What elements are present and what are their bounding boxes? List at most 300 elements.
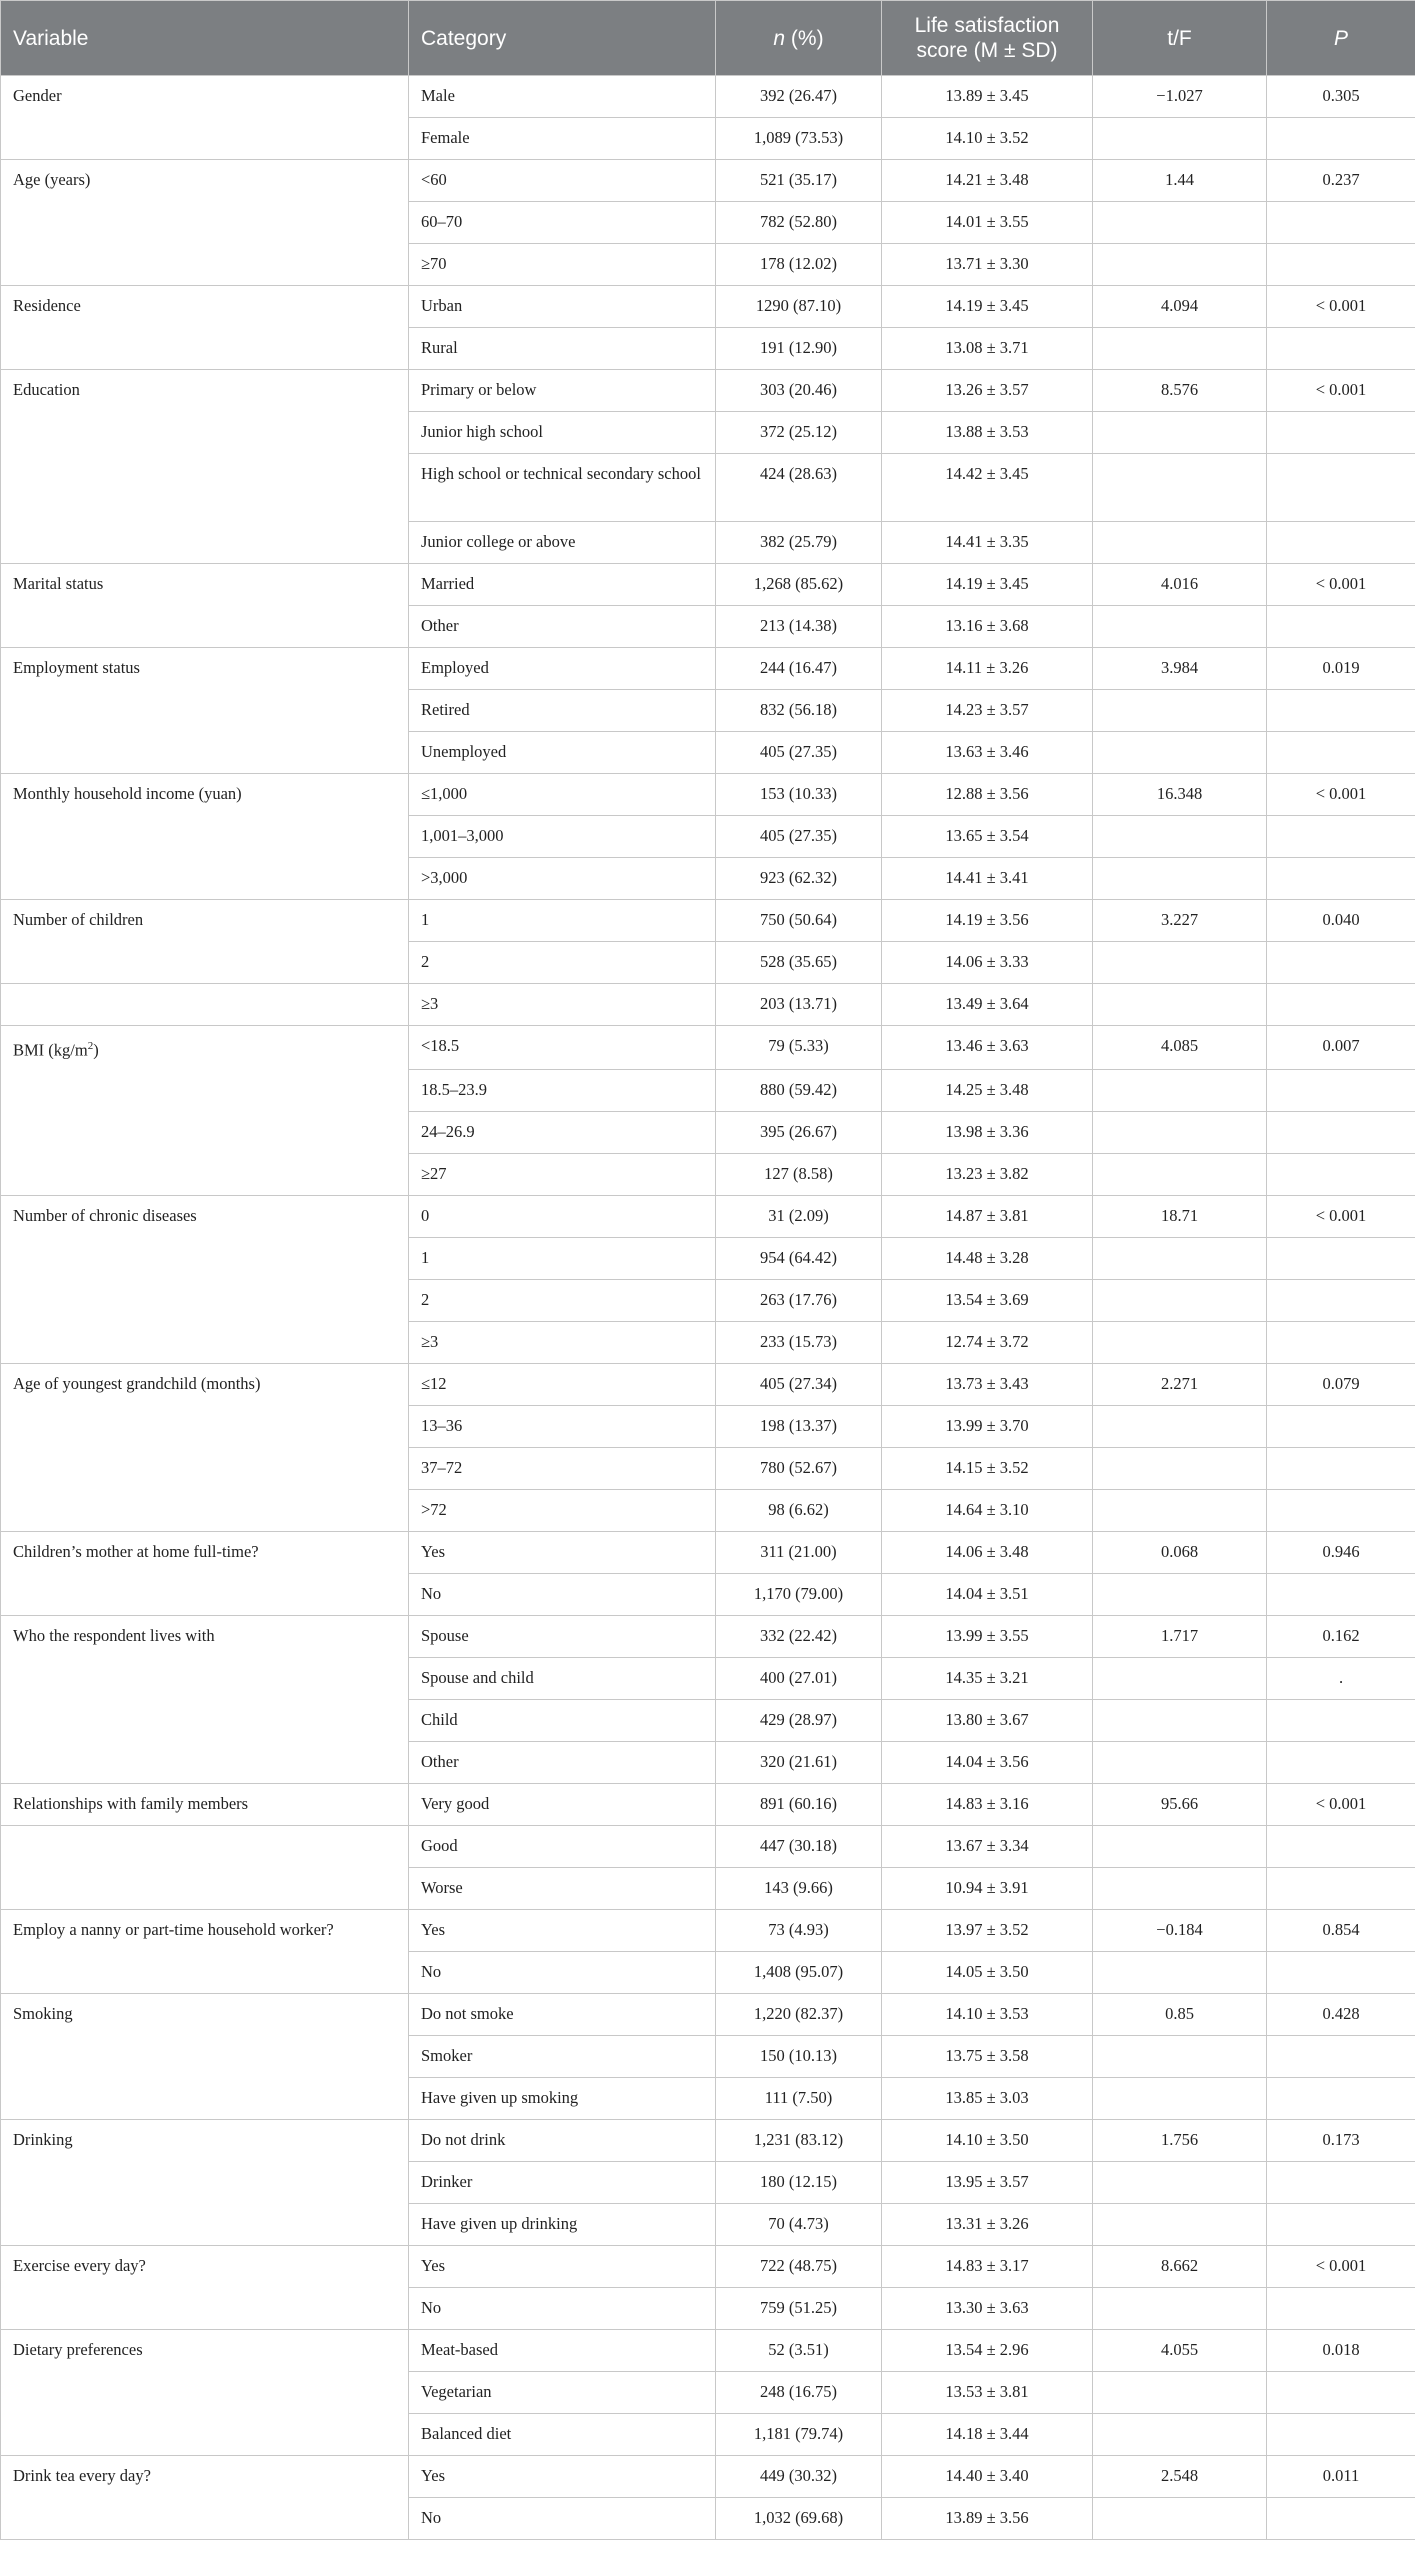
cell-variable — [1, 942, 409, 984]
variable-label: Relationships with family members — [13, 1793, 249, 1813]
cell-category: 0 — [409, 1195, 716, 1237]
table-row — [1, 774, 1415, 816]
cell-category: 24–26.9 — [409, 1111, 716, 1153]
cell-p-value — [1267, 2077, 1415, 2119]
table-row — [1, 1153, 1415, 1195]
table-row — [1, 328, 1415, 370]
variable-label: Drink tea every day? — [13, 2465, 151, 2485]
cell-t-f — [1093, 1699, 1267, 1741]
cell-score: 13.97 ± 3.52 — [882, 1909, 1093, 1951]
cell-n-percent: 405 (27.34) — [716, 1363, 882, 1405]
cell-score: 14.06 ± 3.33 — [882, 942, 1093, 984]
cell-p-value — [1267, 412, 1415, 454]
cell-n-percent: 233 (15.73) — [716, 1321, 882, 1363]
cell-p-value — [1267, 2371, 1415, 2413]
cell-variable — [1, 2161, 409, 2203]
table-row — [1, 2413, 1415, 2455]
variable-label: Children’s mother at home full-time? — [13, 1541, 259, 1561]
cell-p-value: 0.079 — [1267, 1363, 1415, 1405]
cell-n-percent: 405 (27.35) — [716, 816, 882, 858]
variable-label: Age of youngest grandchild (months) — [13, 1373, 261, 1393]
cell-variable — [1, 774, 409, 816]
cell-score: 14.23 ± 3.57 — [882, 690, 1093, 732]
table-row — [1, 1069, 1415, 1111]
variable-label: Smoking — [13, 2003, 73, 2023]
cell-variable — [1, 286, 409, 328]
cell-p-value — [1267, 1951, 1415, 1993]
header-n-percent — [716, 1, 882, 76]
cell-variable — [1, 160, 409, 202]
cell-category: No — [409, 2497, 716, 2539]
cell-score: 13.73 ± 3.43 — [882, 1363, 1093, 1405]
cell-variable — [1, 1447, 409, 1489]
table-row — [1, 2245, 1415, 2287]
table-row — [1, 160, 1415, 202]
cell-t-f — [1093, 1279, 1267, 1321]
cell-n-percent: 891 (60.16) — [716, 1783, 882, 1825]
table-row — [1, 1951, 1415, 1993]
table-row — [1, 1531, 1415, 1573]
table-row — [1, 1026, 1415, 1070]
cell-score: 14.83 ± 3.17 — [882, 2245, 1093, 2287]
cell-t-f — [1093, 2371, 1267, 2413]
cell-score: 13.88 ± 3.53 — [882, 412, 1093, 454]
cell-n-percent: 780 (52.67) — [716, 1447, 882, 1489]
cell-category: Male — [409, 76, 716, 118]
header-score-line1: Life satisfaction — [914, 14, 1060, 37]
cell-t-f: 8.576 — [1093, 370, 1267, 412]
cell-variable — [1, 1111, 409, 1153]
cell-variable — [1, 1573, 409, 1615]
table-row — [1, 1867, 1415, 1909]
cell-p-value — [1267, 1237, 1415, 1279]
cell-category: Employed — [409, 648, 716, 690]
cell-t-f: 0.85 — [1093, 1993, 1267, 2035]
variable-label: Education — [13, 380, 80, 399]
cell-variable — [1, 118, 409, 160]
cell-variable — [1, 2413, 409, 2455]
cell-n-percent: 127 (8.58) — [716, 1153, 882, 1195]
cell-category: Female — [409, 118, 716, 160]
cell-t-f: 1.44 — [1093, 160, 1267, 202]
cell-score: 13.30 ± 3.63 — [882, 2287, 1093, 2329]
cell-p-value: < 0.001 — [1267, 286, 1415, 328]
table-row — [1, 1699, 1415, 1741]
cell-category: Child — [409, 1699, 716, 1741]
table-row — [1, 286, 1415, 328]
cell-variable — [1, 2245, 409, 2287]
table-row — [1, 2371, 1415, 2413]
cell-t-f — [1093, 1951, 1267, 1993]
cell-p-value — [1267, 1069, 1415, 1111]
cell-p-value: 0.428 — [1267, 1993, 1415, 2035]
table-row — [1, 202, 1415, 244]
cell-n-percent: 332 (22.42) — [716, 1615, 882, 1657]
cell-t-f — [1093, 816, 1267, 858]
cell-variable — [1, 2455, 409, 2497]
table-row — [1, 1405, 1415, 1447]
cell-score: 13.80 ± 3.67 — [882, 1699, 1093, 1741]
cell-t-f — [1093, 1447, 1267, 1489]
cell-p-value: 0.305 — [1267, 76, 1415, 118]
cell-n-percent: 1,220 (82.37) — [716, 1993, 882, 2035]
cell-t-f — [1093, 2035, 1267, 2077]
table-row — [1, 2497, 1415, 2539]
cell-n-percent: 447 (30.18) — [716, 1825, 882, 1867]
variable-superscript: 2 — [87, 1040, 94, 1052]
cell-n-percent: 395 (26.67) — [716, 1111, 882, 1153]
cell-category: 2 — [409, 942, 716, 984]
cell-p-value: 0.007 — [1267, 1026, 1415, 1070]
table-row — [1, 1489, 1415, 1531]
cell-variable — [1, 816, 409, 858]
cell-category: 13–36 — [409, 1405, 716, 1447]
cell-category: 1 — [409, 1237, 716, 1279]
table-row — [1, 2203, 1415, 2245]
cell-t-f: 1.717 — [1093, 1615, 1267, 1657]
cell-score: 14.48 ± 3.28 — [882, 1237, 1093, 1279]
cell-category: Worse — [409, 1867, 716, 1909]
cell-t-f — [1093, 1069, 1267, 1111]
cell-category: ≤1,000 — [409, 774, 716, 816]
cell-p-value — [1267, 454, 1415, 522]
cell-score: 14.06 ± 3.48 — [882, 1531, 1093, 1573]
cell-n-percent: 191 (12.90) — [716, 328, 882, 370]
cell-p-value: 0.018 — [1267, 2329, 1415, 2371]
cell-variable — [1, 1489, 409, 1531]
cell-variable — [1, 1153, 409, 1195]
cell-category: ≥27 — [409, 1153, 716, 1195]
cell-score: 13.71 ± 3.30 — [882, 244, 1093, 286]
cell-p-value: 0.040 — [1267, 900, 1415, 942]
cell-t-f: 0.068 — [1093, 1531, 1267, 1573]
cell-variable — [1, 76, 409, 118]
table-row — [1, 2329, 1415, 2371]
cell-t-f — [1093, 2077, 1267, 2119]
cell-t-f: 16.348 — [1093, 774, 1267, 816]
cell-score: 13.49 ± 3.64 — [882, 984, 1093, 1026]
cell-category: Married — [409, 564, 716, 606]
cell-score: 13.99 ± 3.55 — [882, 1615, 1093, 1657]
cell-n-percent: 150 (10.13) — [716, 2035, 882, 2077]
cell-n-percent: 521 (35.17) — [716, 160, 882, 202]
cell-n-percent: 1,408 (95.07) — [716, 1951, 882, 1993]
header-t-f: t/F — [1093, 1, 1267, 76]
cell-category: ≤12 — [409, 1363, 716, 1405]
cell-p-value — [1267, 1489, 1415, 1531]
cell-variable — [1, 202, 409, 244]
header-life-satisfaction-score — [882, 1, 1093, 76]
cell-category: High school or technical secondary school — [409, 454, 716, 522]
cell-t-f — [1093, 1489, 1267, 1531]
cell-n-percent: 750 (50.64) — [716, 900, 882, 942]
cell-n-percent: 180 (12.15) — [716, 2161, 882, 2203]
cell-score: 14.64 ± 3.10 — [882, 1489, 1093, 1531]
cell-t-f — [1093, 1657, 1267, 1699]
variable-label: Residence — [13, 296, 81, 315]
cell-p-value — [1267, 522, 1415, 564]
cell-t-f — [1093, 1111, 1267, 1153]
cell-t-f — [1093, 2161, 1267, 2203]
cell-score: 14.10 ± 3.53 — [882, 1993, 1093, 2035]
cell-p-value — [1267, 1825, 1415, 1867]
cell-n-percent: 528 (35.65) — [716, 942, 882, 984]
table-row — [1, 2035, 1415, 2077]
cell-category: Have given up smoking — [409, 2077, 716, 2119]
cell-score: 14.21 ± 3.48 — [882, 160, 1093, 202]
cell-variable — [1, 732, 409, 774]
cell-variable — [1, 2287, 409, 2329]
cell-n-percent: 923 (62.32) — [716, 858, 882, 900]
table-row — [1, 732, 1415, 774]
cell-t-f — [1093, 1237, 1267, 1279]
cell-p-value — [1267, 1447, 1415, 1489]
cell-score: 14.25 ± 3.48 — [882, 1069, 1093, 1111]
cell-score: 14.10 ± 3.50 — [882, 2119, 1093, 2161]
header-score-line2: score (M ± SD) — [916, 39, 1058, 62]
cell-p-value — [1267, 118, 1415, 160]
cell-score: 13.99 ± 3.70 — [882, 1405, 1093, 1447]
table-row — [1, 2287, 1415, 2329]
cell-category: Retired — [409, 690, 716, 732]
header-category: Category — [409, 1, 716, 76]
cell-score: 14.04 ± 3.51 — [882, 1573, 1093, 1615]
cell-p-value — [1267, 328, 1415, 370]
cell-score: 13.23 ± 3.82 — [882, 1153, 1093, 1195]
cell-p-value: < 0.001 — [1267, 1195, 1415, 1237]
cell-category: ≥3 — [409, 984, 716, 1026]
cell-category: 1 — [409, 900, 716, 942]
cell-category: Very good — [409, 1783, 716, 1825]
cell-n-percent: 311 (21.00) — [716, 1531, 882, 1573]
cell-t-f: −1.027 — [1093, 76, 1267, 118]
cell-t-f — [1093, 118, 1267, 160]
table-row — [1, 984, 1415, 1026]
cell-score: 14.41 ± 3.35 — [882, 522, 1093, 564]
cell-score: 13.98 ± 3.36 — [882, 1111, 1093, 1153]
cell-variable — [1, 690, 409, 732]
cell-n-percent: 1,231 (83.12) — [716, 2119, 882, 2161]
cell-variable — [1, 1069, 409, 1111]
cell-p-value — [1267, 2161, 1415, 2203]
cell-score: 14.35 ± 3.21 — [882, 1657, 1093, 1699]
cell-p-value: < 0.001 — [1267, 774, 1415, 816]
cell-category: Meat-based — [409, 2329, 716, 2371]
cell-p-value — [1267, 1321, 1415, 1363]
cell-p-value: < 0.001 — [1267, 2245, 1415, 2287]
cell-t-f — [1093, 1321, 1267, 1363]
table-row — [1, 1195, 1415, 1237]
cell-variable — [1, 1741, 409, 1783]
cell-p-value — [1267, 1867, 1415, 1909]
cell-variable — [1, 1279, 409, 1321]
cell-n-percent: 73 (4.93) — [716, 1909, 882, 1951]
table-row — [1, 1111, 1415, 1153]
cell-score: 14.19 ± 3.45 — [882, 286, 1093, 328]
cell-t-f — [1093, 1573, 1267, 1615]
cell-n-percent: 111 (7.50) — [716, 2077, 882, 2119]
cell-category: No — [409, 1573, 716, 1615]
cell-variable — [1, 1363, 409, 1405]
cell-score: 13.65 ± 3.54 — [882, 816, 1093, 858]
cell-p-value — [1267, 858, 1415, 900]
cell-n-percent: 954 (64.42) — [716, 1237, 882, 1279]
cell-p-value: 0.011 — [1267, 2455, 1415, 2497]
cell-n-percent: 1,032 (69.68) — [716, 2497, 882, 2539]
cell-category: Other — [409, 1741, 716, 1783]
cell-p-value — [1267, 2203, 1415, 2245]
cell-category: Yes — [409, 2245, 716, 2287]
cell-variable — [1, 1321, 409, 1363]
table-row — [1, 1573, 1415, 1615]
cell-t-f: 2.271 — [1093, 1363, 1267, 1405]
cell-variable — [1, 454, 409, 522]
cell-category: Do not drink — [409, 2119, 716, 2161]
table-row — [1, 1363, 1415, 1405]
table-row — [1, 900, 1415, 942]
cell-category: Yes — [409, 1909, 716, 1951]
cell-t-f: −0.184 — [1093, 1909, 1267, 1951]
cell-p-value: < 0.001 — [1267, 564, 1415, 606]
header-n-italic: n — [773, 26, 786, 50]
table-row — [1, 942, 1415, 984]
cell-n-percent: 400 (27.01) — [716, 1657, 882, 1699]
cell-score: 12.88 ± 3.56 — [882, 774, 1093, 816]
cell-p-value: < 0.001 — [1267, 1783, 1415, 1825]
cell-category: Smoker — [409, 2035, 716, 2077]
cell-variable — [1, 1867, 409, 1909]
cell-variable — [1, 858, 409, 900]
cell-score: 13.67 ± 3.34 — [882, 1825, 1093, 1867]
cell-category: No — [409, 1951, 716, 1993]
cell-n-percent: 31 (2.09) — [716, 1195, 882, 1237]
cell-score: 14.41 ± 3.41 — [882, 858, 1093, 900]
cell-variable — [1, 2497, 409, 2539]
table-row — [1, 522, 1415, 564]
table-row — [1, 690, 1415, 732]
cell-p-value — [1267, 1405, 1415, 1447]
cell-p-value — [1267, 2413, 1415, 2455]
cell-n-percent: 1,181 (79.74) — [716, 2413, 882, 2455]
cell-p-value — [1267, 984, 1415, 1026]
table-row — [1, 1909, 1415, 1951]
cell-p-value — [1267, 942, 1415, 984]
cell-variable — [1, 1909, 409, 1951]
cell-category: 2 — [409, 1279, 716, 1321]
cell-variable — [1, 1951, 409, 1993]
cell-score: 14.19 ± 3.56 — [882, 900, 1093, 942]
cell-score: 10.94 ± 3.91 — [882, 1867, 1093, 1909]
variable-label: Exercise every day? — [13, 2255, 146, 2275]
variable-label: Marital status — [13, 574, 104, 593]
cell-t-f — [1093, 858, 1267, 900]
cell-p-value — [1267, 1699, 1415, 1741]
cell-variable — [1, 1026, 409, 1070]
cell-score: 14.87 ± 3.81 — [882, 1195, 1093, 1237]
cell-n-percent: 832 (56.18) — [716, 690, 882, 732]
cell-n-percent: 320 (21.61) — [716, 1741, 882, 1783]
cell-n-percent: 424 (28.63) — [716, 454, 882, 522]
cell-t-f — [1093, 606, 1267, 648]
cell-variable — [1, 1657, 409, 1699]
cell-t-f: 8.662 — [1093, 2245, 1267, 2287]
table-row — [1, 1825, 1415, 1867]
table-row — [1, 1783, 1415, 1825]
cell-category: Good — [409, 1825, 716, 1867]
cell-category: ≥70 — [409, 244, 716, 286]
cell-p-value: 0.946 — [1267, 1531, 1415, 1573]
cell-score: 14.40 ± 3.40 — [882, 2455, 1093, 2497]
cell-t-f — [1093, 2413, 1267, 2455]
variable-label: Age (years) — [13, 170, 91, 189]
cell-variable — [1, 648, 409, 690]
cell-t-f — [1093, 454, 1267, 522]
cell-t-f — [1093, 328, 1267, 370]
cell-category: Vegetarian — [409, 2371, 716, 2413]
cell-n-percent: 1,268 (85.62) — [716, 564, 882, 606]
cell-category: Junior college or above — [409, 522, 716, 564]
cell-p-value — [1267, 202, 1415, 244]
cell-score: 13.85 ± 3.03 — [882, 2077, 1093, 2119]
cell-p-value: 0.237 — [1267, 160, 1415, 202]
cell-category: Other — [409, 606, 716, 648]
cell-category: <60 — [409, 160, 716, 202]
cell-n-percent: 782 (52.80) — [716, 202, 882, 244]
table-row — [1, 858, 1415, 900]
cell-variable — [1, 412, 409, 454]
cell-t-f: 95.66 — [1093, 1783, 1267, 1825]
cell-score: 14.04 ± 3.56 — [882, 1741, 1093, 1783]
cell-score: 13.63 ± 3.46 — [882, 732, 1093, 774]
cell-score: 13.54 ± 2.96 — [882, 2329, 1093, 2371]
cell-t-f — [1093, 690, 1267, 732]
cell-category: Balanced diet — [409, 2413, 716, 2455]
cell-variable — [1, 984, 409, 1026]
header-p-value — [1267, 1, 1415, 76]
header-variable: Variable — [1, 1, 409, 76]
cell-category: 60–70 — [409, 202, 716, 244]
variable-label: Number of children — [13, 910, 144, 929]
cell-t-f: 1.756 — [1093, 2119, 1267, 2161]
cell-p-value: 0.854 — [1267, 1909, 1415, 1951]
variable-label: Gender — [13, 86, 62, 105]
cell-p-value: 0.162 — [1267, 1615, 1415, 1657]
cell-n-percent: 759 (51.25) — [716, 2287, 882, 2329]
cell-category: Urban — [409, 286, 716, 328]
table-row — [1, 2161, 1415, 2203]
cell-n-percent: 1,170 (79.00) — [716, 1573, 882, 1615]
cell-t-f: 4.094 — [1093, 286, 1267, 328]
cell-n-percent: 429 (28.97) — [716, 1699, 882, 1741]
cell-variable — [1, 606, 409, 648]
table-row — [1, 2455, 1415, 2497]
cell-score: 12.74 ± 3.72 — [882, 1321, 1093, 1363]
cell-variable — [1, 1825, 409, 1867]
cell-t-f — [1093, 1867, 1267, 1909]
cell-t-f — [1093, 2287, 1267, 2329]
variable-label: Monthly household income (yuan) — [13, 784, 242, 803]
cell-category: Junior high school — [409, 412, 716, 454]
cell-category: Drinker — [409, 2161, 716, 2203]
cell-p-value — [1267, 2287, 1415, 2329]
cell-variable — [1, 1531, 409, 1573]
table-row — [1, 606, 1415, 648]
table-row — [1, 454, 1415, 522]
cell-score: 14.18 ± 3.44 — [882, 2413, 1093, 2455]
cell-category: Do not smoke — [409, 1993, 716, 2035]
cell-score: 14.42 ± 3.45 — [882, 454, 1093, 522]
header-row — [1, 1, 1415, 76]
